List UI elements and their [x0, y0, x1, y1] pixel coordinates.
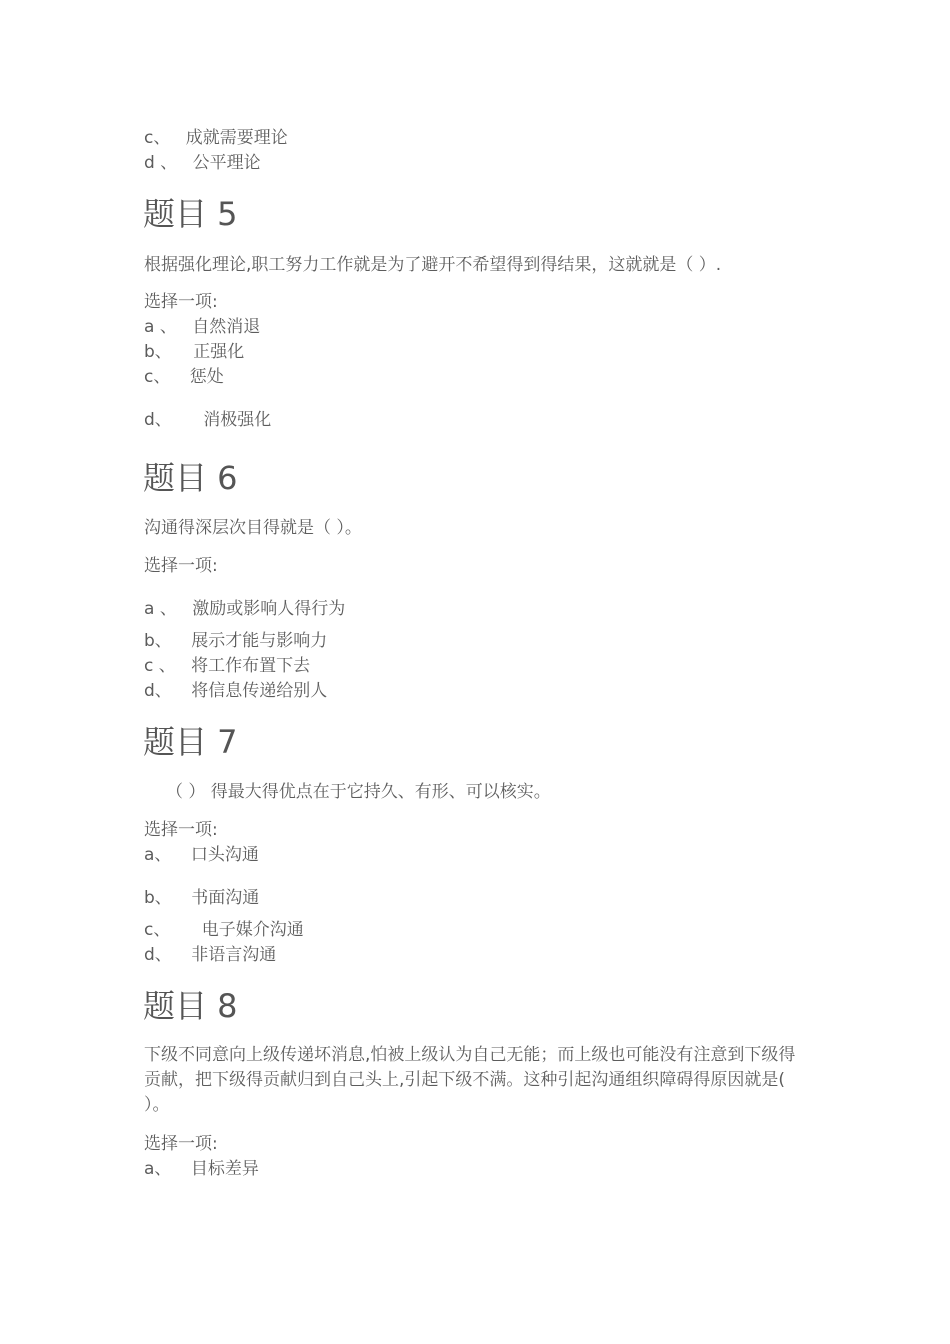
question-text: （ ） 得最大得优点在于它持久、有形、可以核实。: [166, 782, 551, 802]
option-text: 目标差异: [190, 1159, 259, 1179]
option-item[interactable]: [144, 316, 260, 338]
option-letter: a 、: [144, 317, 177, 337]
question-text: 沟通得深层次目得就是（ ）。: [144, 518, 362, 538]
option-letter: b、: [144, 888, 172, 908]
option-text: 消极强化: [203, 410, 272, 430]
option-letter: d、: [144, 945, 172, 965]
option-item[interactable]: [144, 919, 304, 941]
question-title: 题目 7: [143, 723, 238, 761]
option-item[interactable]: [144, 127, 288, 149]
option-text: 口头沟通: [190, 845, 259, 865]
option-letter: b、: [144, 342, 172, 362]
option-letter: a、: [144, 845, 172, 865]
option-text: 非语言沟通: [191, 945, 277, 965]
option-item[interactable]: [144, 655, 310, 677]
option-letter: d、: [144, 410, 172, 430]
option-letter: b、: [144, 631, 172, 651]
option-text: 成就需要理论: [185, 128, 288, 148]
option-text: 激励或影响人得行为: [192, 599, 346, 619]
question-text: 根据强化理论,职工努力工作就是为了避开不希望得到得结果，这就就是（ ）.: [144, 255, 722, 275]
option-text: 正强化: [193, 342, 245, 362]
choose-prompt: 选择一项:: [144, 556, 218, 576]
option-item[interactable]: [144, 409, 271, 431]
choose-prompt: 选择一项:: [144, 1134, 218, 1154]
option-item[interactable]: [144, 630, 327, 652]
option-text: 公平理论: [192, 153, 261, 173]
option-item[interactable]: [144, 598, 345, 620]
question-title: 题目 8: [143, 987, 238, 1025]
question-text: 下级不同意向上级传递坏消息,怕被上级认为自己无能；而上级也可能没有注意到下级得贡献，把下级得贡献归到自己头上,引起下级不满。这种引起沟通组织障碍得原因就是( ）。: [144, 1045, 796, 1115]
option-text: 惩处: [189, 367, 224, 387]
option-letter: d、: [144, 681, 172, 701]
option-item[interactable]: [144, 341, 244, 363]
option-letter: a、: [144, 1159, 172, 1179]
option-item[interactable]: [144, 887, 259, 909]
option-item[interactable]: [144, 1158, 259, 1180]
option-letter: d 、: [144, 153, 178, 173]
option-item[interactable]: [144, 944, 276, 966]
question-title: 题目 5: [143, 195, 238, 233]
choose-prompt: 选择一项:: [144, 820, 218, 840]
option-item[interactable]: [144, 844, 259, 866]
option-text: 书面沟通: [191, 888, 260, 908]
option-text: 展示才能与影响力: [191, 631, 328, 651]
option-letter: c 、: [144, 656, 176, 676]
option-text: 电子媒介沟通: [201, 920, 304, 940]
option-letter: c、: [144, 128, 171, 148]
option-letter: a 、: [144, 599, 177, 619]
option-text: 自然消退: [192, 317, 261, 337]
option-text: 将信息传递给别人: [191, 681, 328, 701]
option-item[interactable]: [144, 152, 261, 174]
option-item[interactable]: [144, 680, 327, 702]
option-letter: c、: [144, 367, 171, 387]
option-item[interactable]: [144, 366, 224, 388]
question-title: 题目 6: [143, 459, 238, 497]
option-text: 将工作布置下去: [191, 656, 311, 676]
option-letter: c、: [144, 920, 171, 940]
choose-prompt: 选择一项:: [144, 292, 218, 312]
